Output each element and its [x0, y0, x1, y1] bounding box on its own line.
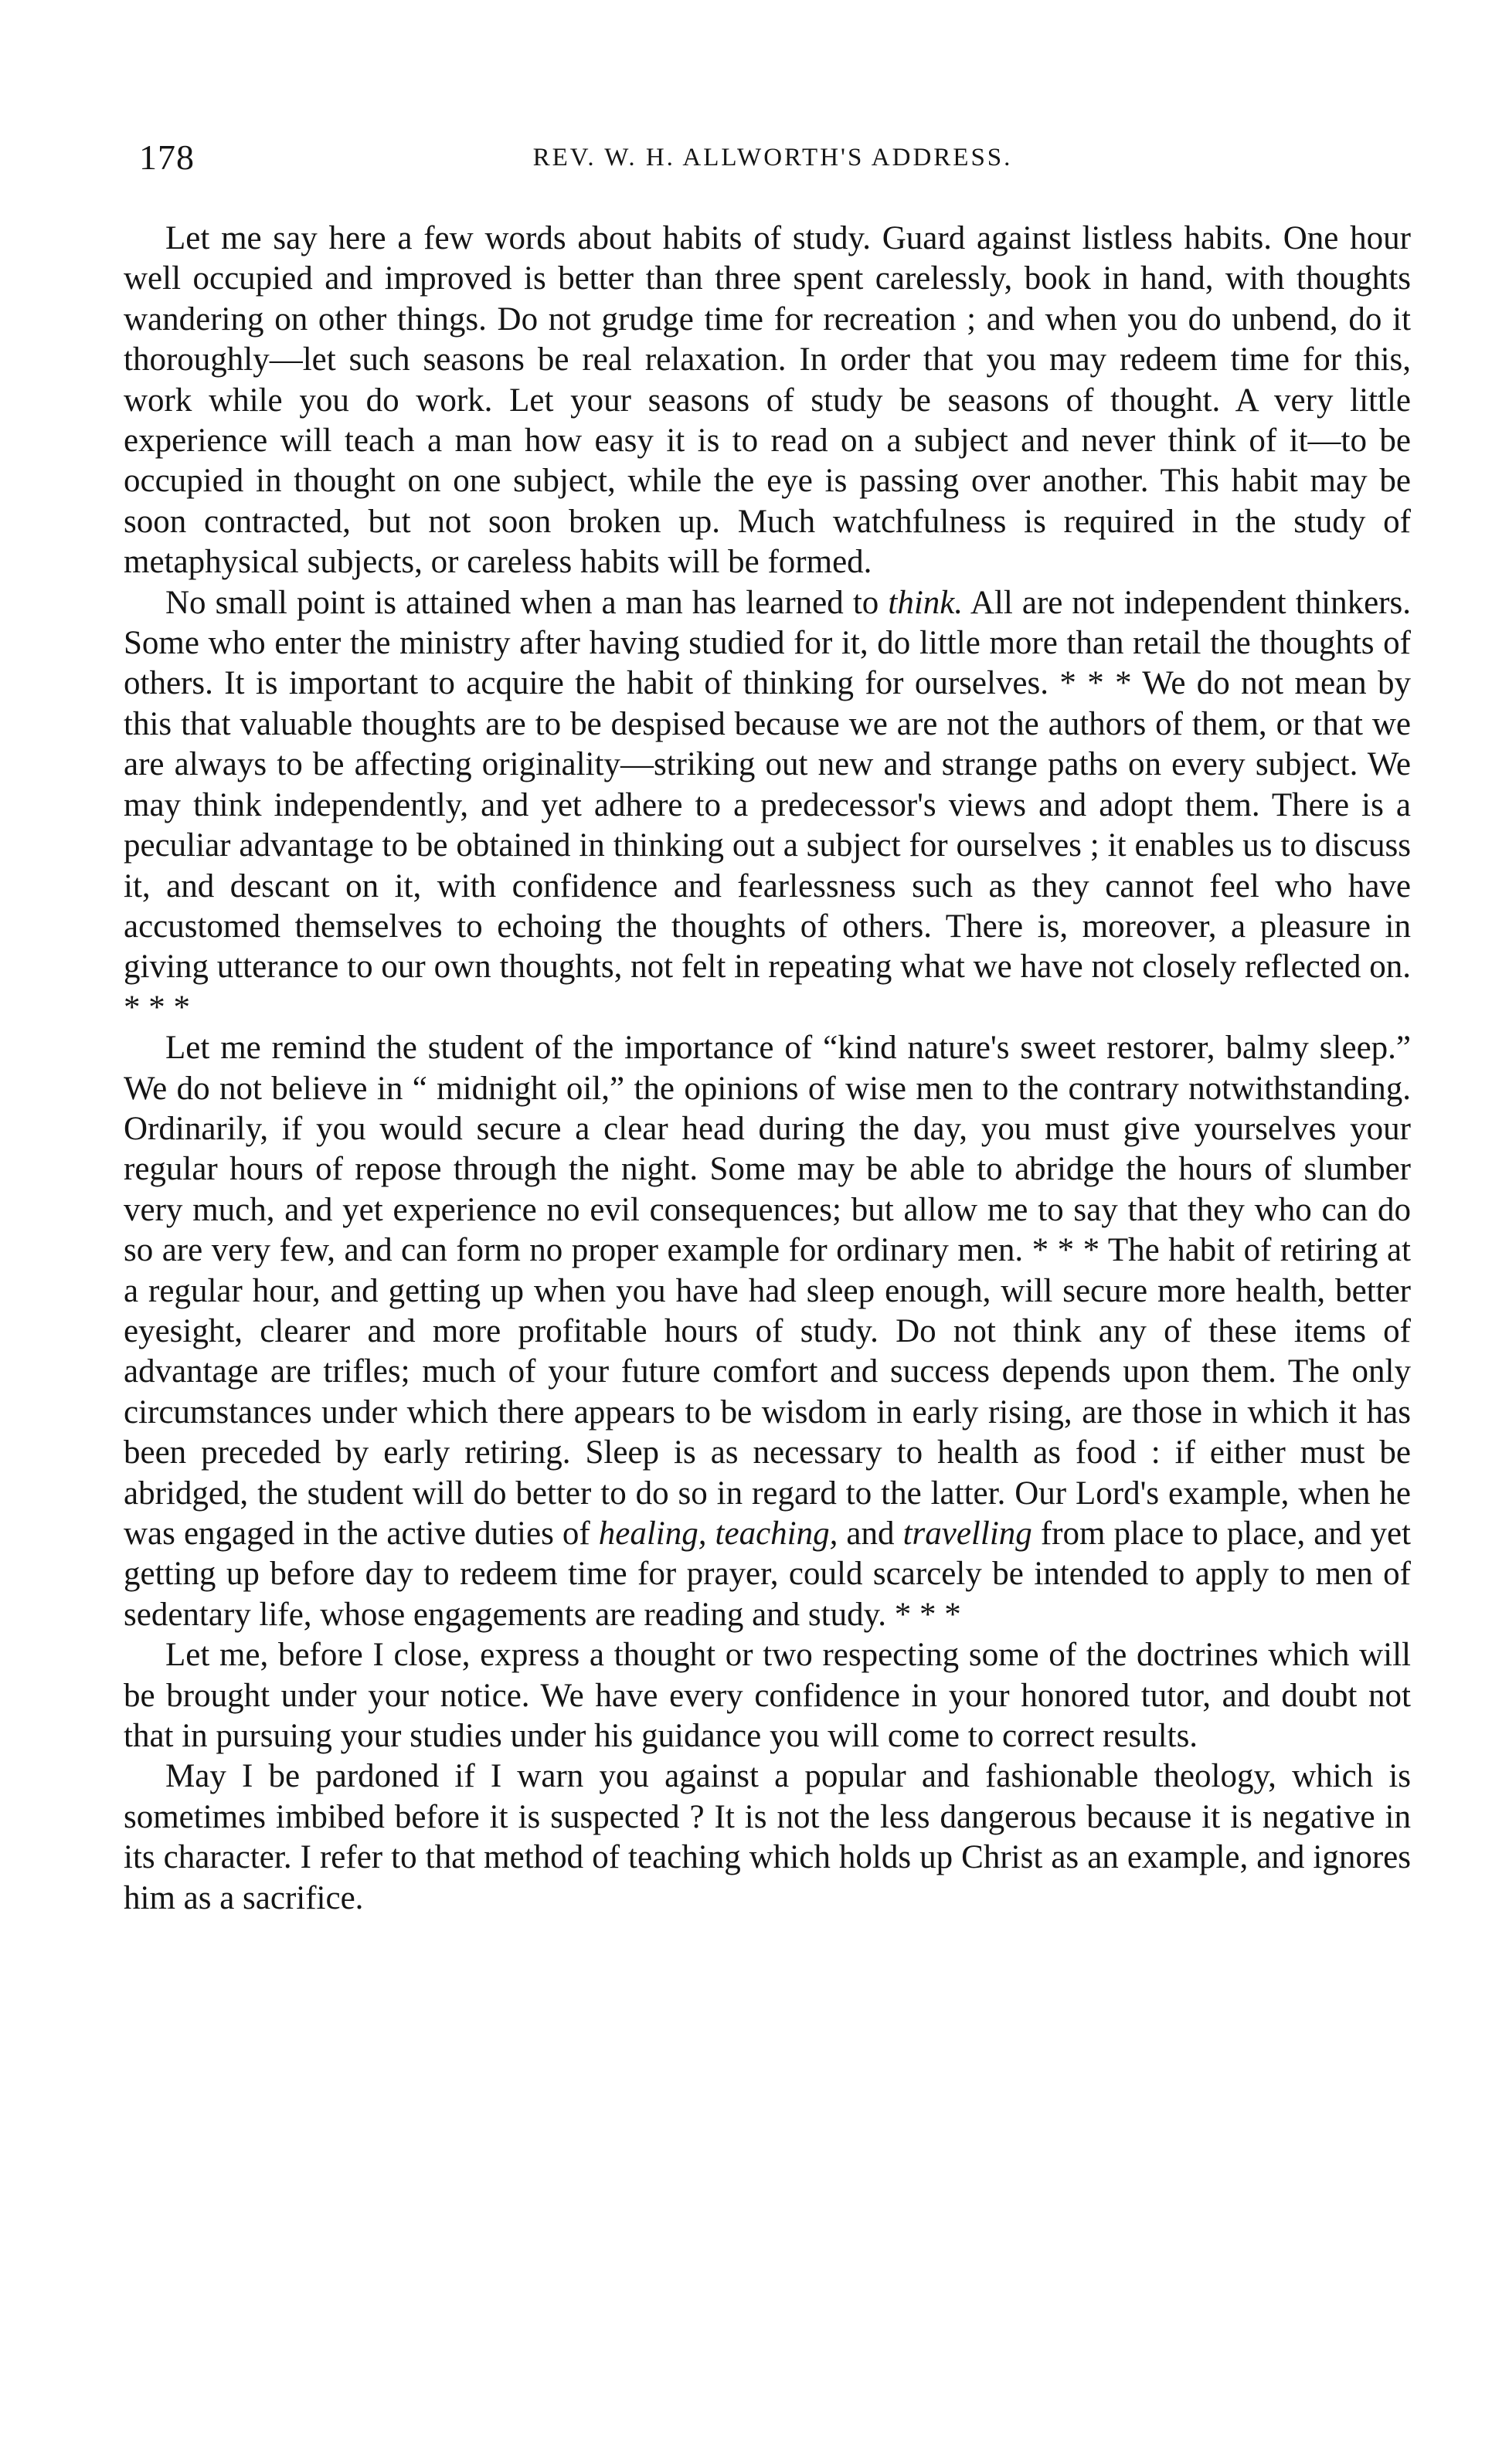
italic-emphasis: travelling [902, 1515, 1032, 1552]
paragraph-text: No small point is attained when a man has learned to [165, 584, 889, 621]
paragraph-habits-of-study: Let me say here a few words about habits of study. Guard against listless habits. One hour well occupied and improved is better than three spent carelessly, book in hand, with thoughts wandering on other things. Do not grudge time for recreation ; and when you do unbend, do it thoroughly—let such seasons be real relaxation. In order that you may redeem time for this, work while you do work. Let your seasons of study be seasons of thought. A very little experience will teach a man how easy it is to read on a subject and never think of it—to be occupied in thought on one subject, while the eye is passing over another. This habit may be soon contracted, but not soon broken up. Much watchfulness is required in the study of metaphysical subjects, or careless habits will be formed. [124, 220, 1411, 581]
paragraph-sleep [124, 1028, 1411, 1635]
paragraph-text: All are not independent thinkers. Some who enter the ministry after having studied for it, do little more than retail the thoughts of others. It is important to acquire the habit of thinking for ourselves. * * * We do not mean by this that valuable thoughts are to be despised because we are not the authors of them, or that we are always to be affecting originality—striking out new and strange paths on every subject. We may think independently, and yet adhere to a predecessor's views and adopt them. There is a peculiar advantage to be obtained in thinking out a subject for ourselves ; it enables us to discuss it, and descant on it, with confidence and fearlessness such as they cannot feel who have accustomed themselves to echoing the thoughts of others. There is, moreover, a pleasure in giving utterance to our own thoughts, not felt in repeating what we have not closely reflected on. * * * [124, 584, 1411, 1026]
page-number: 178 [139, 137, 195, 177]
paragraph-text: from place to place, and yet getting up before day to redeem time for prayer, could scarcely be intended to apply to men of sedentary life, whose engagements are reading and study. * * * [124, 1515, 1411, 1633]
paragraph-text: and [838, 1515, 903, 1552]
italic-emphasis: healing, teaching, [598, 1515, 838, 1552]
body-text [124, 219, 1411, 1919]
italic-emphasis: think. [888, 584, 964, 621]
paragraph-theology-warning: May I be pardoned if I warn you against a popular and fashionable theology, which is sometimes imbibed before it is suspected ? It is not the less dangerous because it is negative in its character. I refer to that method of teaching which holds up Christ as an example, and ignores him as a sacrifice. [124, 1758, 1411, 1916]
running-head [139, 133, 1406, 182]
paragraph-text: Let me remind the student of the importance of “kind nature's sweet restorer, balmy sleep.” We do not believe in “ midnight oil,” the opinions of wise men to the contrary notwithstanding. Ordinarily, if you would secure a clear head during the day, you must give yourselves your regular hours of repose through the night. Some may be able to abridge the hours of slumber very much, and yet experience no evil consequences; but allow me to say that they who can do so are very few, and can form no proper example for ordinary men. * * * The habit of retiring at a regular hour, and getting up when you have had sleep enough, will secure more health, better eyesight, clearer and more profitable hours of study. Do not think any of these items of advantage are trifles; much of your future comfort and success depends upon them. The only circumstances under which there appears to be wisdom in early rising, are those in which it has been preceded by early retiring. Sleep is as necessary to health as food : if either must be abridged, the student will do better to do so in regard to the latter. Our Lord's example, when he was engaged in the active duties of [124, 1030, 1411, 1552]
running-title: REV. W. H. ALLWORTH'S ADDRESS. [532, 144, 1013, 171]
paragraph-doctrines: Let me, before I close, express a thought or two respecting some of the doctrines which will be brought under your notice. We have every confidence in your honored tutor, and doubt not that in pursuing your studies under his guidance you will come to correct results. [124, 1637, 1411, 1755]
paragraph-independent-thinking [124, 583, 1411, 1028]
